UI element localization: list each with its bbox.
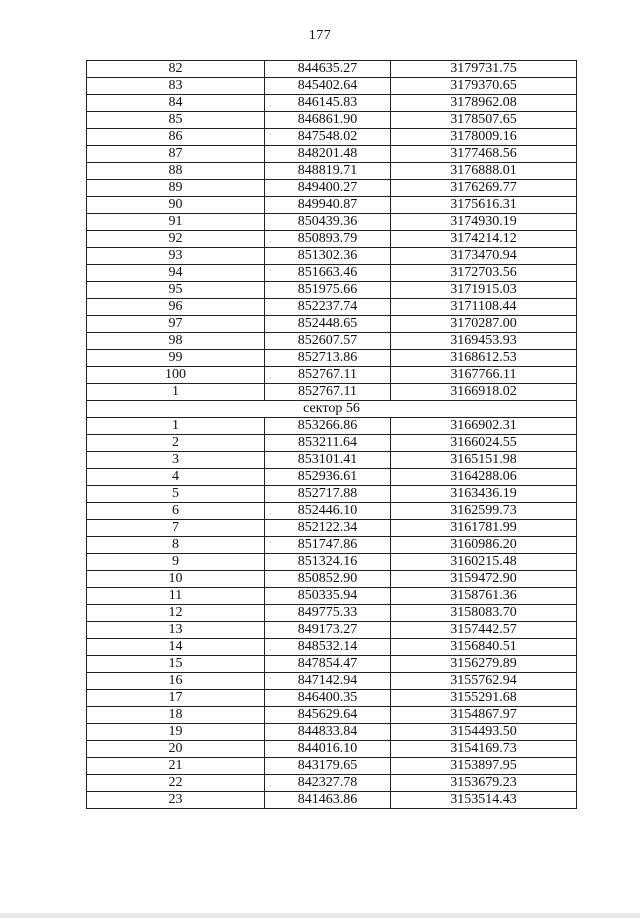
- table-row: [87, 265, 577, 282]
- point-number-cell: 85: [87, 112, 265, 129]
- point-number-cell: 94: [87, 265, 265, 282]
- x-coordinate-cell: 852122.34: [265, 520, 391, 537]
- table-row: [87, 367, 577, 384]
- point-number-cell: 21: [87, 758, 265, 775]
- point-number-cell: 91: [87, 214, 265, 231]
- x-coordinate-cell: 847548.02: [265, 129, 391, 146]
- x-coordinate-cell: 850852.90: [265, 571, 391, 588]
- point-number-cell: 16: [87, 673, 265, 690]
- y-coordinate-cell: 3159472.90: [391, 571, 577, 588]
- x-coordinate-cell: 846400.35: [265, 690, 391, 707]
- point-number-cell: 7: [87, 520, 265, 537]
- x-coordinate-cell: 848201.48: [265, 146, 391, 163]
- y-coordinate-cell: 3170287.00: [391, 316, 577, 333]
- point-number-cell: 12: [87, 605, 265, 622]
- y-coordinate-cell: 3155291.68: [391, 690, 577, 707]
- table-row: [87, 724, 577, 741]
- point-number-cell: 82: [87, 61, 265, 78]
- table-row: [87, 758, 577, 775]
- x-coordinate-cell: 851302.36: [265, 248, 391, 265]
- x-coordinate-cell: 853211.64: [265, 435, 391, 452]
- y-coordinate-cell: 3174930.19: [391, 214, 577, 231]
- x-coordinate-cell: 850439.36: [265, 214, 391, 231]
- x-coordinate-cell: 851663.46: [265, 265, 391, 282]
- table-row: [87, 469, 577, 486]
- table-row: [87, 486, 577, 503]
- x-coordinate-cell: 844016.10: [265, 741, 391, 758]
- x-coordinate-cell: 849400.27: [265, 180, 391, 197]
- point-number-cell: 17: [87, 690, 265, 707]
- y-coordinate-cell: 3166024.55: [391, 435, 577, 452]
- point-number-cell: 6: [87, 503, 265, 520]
- table-row: [87, 503, 577, 520]
- point-number-cell: 11: [87, 588, 265, 605]
- x-coordinate-cell: 845402.64: [265, 78, 391, 95]
- y-coordinate-cell: 3156840.51: [391, 639, 577, 656]
- y-coordinate-cell: 3154169.73: [391, 741, 577, 758]
- point-number-cell: 23: [87, 792, 265, 809]
- point-number-cell: 89: [87, 180, 265, 197]
- table-row: [87, 333, 577, 350]
- point-number-cell: 1: [87, 384, 265, 401]
- table-row: [87, 775, 577, 792]
- y-coordinate-cell: 3174214.12: [391, 231, 577, 248]
- table-row: [87, 282, 577, 299]
- point-number-cell: 5: [87, 486, 265, 503]
- table-row: [87, 673, 577, 690]
- y-coordinate-cell: 3154867.97: [391, 707, 577, 724]
- table-row: [87, 112, 577, 129]
- table-row: [87, 418, 577, 435]
- table-row: [87, 129, 577, 146]
- point-number-cell: 100: [87, 367, 265, 384]
- y-coordinate-cell: 3168612.53: [391, 350, 577, 367]
- y-coordinate-cell: 3155762.94: [391, 673, 577, 690]
- x-coordinate-cell: 852767.11: [265, 384, 391, 401]
- x-coordinate-cell: 848532.14: [265, 639, 391, 656]
- x-coordinate-cell: 847854.47: [265, 656, 391, 673]
- y-coordinate-cell: 3153679.23: [391, 775, 577, 792]
- table-row: [87, 741, 577, 758]
- table-row: [87, 588, 577, 605]
- x-coordinate-cell: 850893.79: [265, 231, 391, 248]
- y-coordinate-cell: 3175616.31: [391, 197, 577, 214]
- point-number-cell: 14: [87, 639, 265, 656]
- y-coordinate-cell: 3164288.06: [391, 469, 577, 486]
- y-coordinate-cell: 3162599.73: [391, 503, 577, 520]
- y-coordinate-cell: 3167766.11: [391, 367, 577, 384]
- point-number-cell: 99: [87, 350, 265, 367]
- x-coordinate-cell: 845629.64: [265, 707, 391, 724]
- y-coordinate-cell: 3158761.36: [391, 588, 577, 605]
- y-coordinate-cell: 3179731.75: [391, 61, 577, 78]
- point-number-cell: 86: [87, 129, 265, 146]
- point-number-cell: 13: [87, 622, 265, 639]
- table-row: [87, 61, 577, 78]
- x-coordinate-cell: 853266.86: [265, 418, 391, 435]
- scan-bottom-edge: [0, 913, 640, 918]
- y-coordinate-cell: 3161781.99: [391, 520, 577, 537]
- table-row: [87, 95, 577, 112]
- table-row: [87, 299, 577, 316]
- point-number-cell: 10: [87, 571, 265, 588]
- y-coordinate-cell: 3173470.94: [391, 248, 577, 265]
- table-row: [87, 452, 577, 469]
- coordinates-table: [86, 60, 577, 809]
- y-coordinate-cell: 3171108.44: [391, 299, 577, 316]
- table-row: [87, 639, 577, 656]
- x-coordinate-cell: 848819.71: [265, 163, 391, 180]
- point-number-cell: 3: [87, 452, 265, 469]
- point-number-cell: 20: [87, 741, 265, 758]
- point-number-cell: 90: [87, 197, 265, 214]
- table-row: [87, 350, 577, 367]
- point-number-cell: 19: [87, 724, 265, 741]
- y-coordinate-cell: 3153514.43: [391, 792, 577, 809]
- table-row: [87, 163, 577, 180]
- point-number-cell: 95: [87, 282, 265, 299]
- table-row: [87, 248, 577, 265]
- point-number-cell: 83: [87, 78, 265, 95]
- y-coordinate-cell: 3153897.95: [391, 758, 577, 775]
- y-coordinate-cell: 3166902.31: [391, 418, 577, 435]
- point-number-cell: 18: [87, 707, 265, 724]
- table-row: [87, 231, 577, 248]
- point-number-cell: 9: [87, 554, 265, 571]
- point-number-cell: 93: [87, 248, 265, 265]
- section-header-row: [87, 401, 577, 418]
- point-number-cell: 88: [87, 163, 265, 180]
- x-coordinate-cell: 852767.11: [265, 367, 391, 384]
- x-coordinate-cell: 852936.61: [265, 469, 391, 486]
- x-coordinate-cell: 844833.84: [265, 724, 391, 741]
- y-coordinate-cell: 3158083.70: [391, 605, 577, 622]
- y-coordinate-cell: 3176269.77: [391, 180, 577, 197]
- x-coordinate-cell: 843179.65: [265, 758, 391, 775]
- x-coordinate-cell: 853101.41: [265, 452, 391, 469]
- x-coordinate-cell: 850335.94: [265, 588, 391, 605]
- point-number-cell: 4: [87, 469, 265, 486]
- table-row: [87, 690, 577, 707]
- point-number-cell: 2: [87, 435, 265, 452]
- table-row: [87, 656, 577, 673]
- table-row: [87, 316, 577, 333]
- x-coordinate-cell: 852237.74: [265, 299, 391, 316]
- x-coordinate-cell: 842327.78: [265, 775, 391, 792]
- y-coordinate-cell: 3172703.56: [391, 265, 577, 282]
- y-coordinate-cell: 3163436.19: [391, 486, 577, 503]
- y-coordinate-cell: 3157442.57: [391, 622, 577, 639]
- table-row: [87, 214, 577, 231]
- table-row: [87, 180, 577, 197]
- table-row: [87, 792, 577, 809]
- table-row: [87, 605, 577, 622]
- y-coordinate-cell: 3178507.65: [391, 112, 577, 129]
- table-row: [87, 78, 577, 95]
- y-coordinate-cell: 3176888.01: [391, 163, 577, 180]
- point-number-cell: 87: [87, 146, 265, 163]
- point-number-cell: 84: [87, 95, 265, 112]
- table-row: [87, 384, 577, 401]
- x-coordinate-cell: 852448.65: [265, 316, 391, 333]
- y-coordinate-cell: 3178962.08: [391, 95, 577, 112]
- point-number-cell: 22: [87, 775, 265, 792]
- y-coordinate-cell: 3165151.98: [391, 452, 577, 469]
- y-coordinate-cell: 3178009.16: [391, 129, 577, 146]
- table-row: [87, 146, 577, 163]
- x-coordinate-cell: 851975.66: [265, 282, 391, 299]
- y-coordinate-cell: 3154493.50: [391, 724, 577, 741]
- table-row: [87, 707, 577, 724]
- table-row: [87, 622, 577, 639]
- y-coordinate-cell: 3179370.65: [391, 78, 577, 95]
- y-coordinate-cell: 3177468.56: [391, 146, 577, 163]
- point-number-cell: 92: [87, 231, 265, 248]
- x-coordinate-cell: 852717.88: [265, 486, 391, 503]
- point-number-cell: 96: [87, 299, 265, 316]
- x-coordinate-cell: 847142.94: [265, 673, 391, 690]
- x-coordinate-cell: 852713.86: [265, 350, 391, 367]
- y-coordinate-cell: 3160986.20: [391, 537, 577, 554]
- x-coordinate-cell: 849940.87: [265, 197, 391, 214]
- x-coordinate-cell: 851324.16: [265, 554, 391, 571]
- y-coordinate-cell: 3169453.93: [391, 333, 577, 350]
- table-row: [87, 554, 577, 571]
- x-coordinate-cell: 841463.86: [265, 792, 391, 809]
- x-coordinate-cell: 852446.10: [265, 503, 391, 520]
- section-title: сектор 56: [87, 401, 577, 418]
- x-coordinate-cell: 849775.33: [265, 605, 391, 622]
- y-coordinate-cell: 3160215.48: [391, 554, 577, 571]
- y-coordinate-cell: 3156279.89: [391, 656, 577, 673]
- table-row: [87, 520, 577, 537]
- page-number: 177: [308, 28, 332, 43]
- y-coordinate-cell: 3171915.03: [391, 282, 577, 299]
- table-row: [87, 571, 577, 588]
- table-row: [87, 197, 577, 214]
- point-number-cell: 1: [87, 418, 265, 435]
- point-number-cell: 8: [87, 537, 265, 554]
- x-coordinate-cell: 846145.83: [265, 95, 391, 112]
- x-coordinate-cell: 849173.27: [265, 622, 391, 639]
- x-coordinate-cell: 846861.90: [265, 112, 391, 129]
- table-row: [87, 435, 577, 452]
- y-coordinate-cell: 3166918.02: [391, 384, 577, 401]
- x-coordinate-cell: 851747.86: [265, 537, 391, 554]
- point-number-cell: 15: [87, 656, 265, 673]
- table-row: [87, 537, 577, 554]
- x-coordinate-cell: 844635.27: [265, 61, 391, 78]
- point-number-cell: 97: [87, 316, 265, 333]
- x-coordinate-cell: 852607.57: [265, 333, 391, 350]
- coordinates-table-body: [87, 61, 577, 809]
- point-number-cell: 98: [87, 333, 265, 350]
